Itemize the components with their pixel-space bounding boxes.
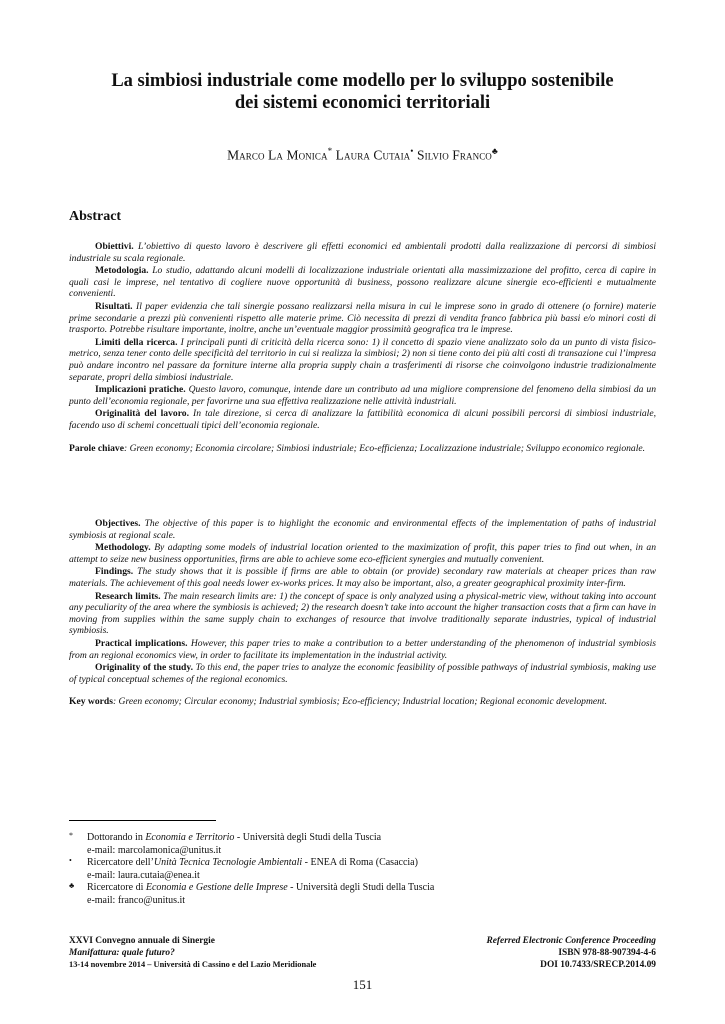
- section-text: The main research limits are: 1) the concept of space is only analyzed using a physical-metric view, without taking into account any peculiarity of the area where the symbiosis is achieved; 2) the research doesn’t take into account the higher transaction costs that a firm can have in moving from supplies within the same supply chain to exchanges of resource that involve traditionally separate industries, typical of industrial symbiosis.: [69, 590, 656, 637]
- footnote-text: Ricercatore dell’: [87, 857, 154, 868]
- footnote-email: e-mail: franco@unitus.it: [87, 894, 186, 906]
- footnote: [69, 857, 656, 882]
- section-label: Originalità del lavoro.: [95, 408, 189, 420]
- footnote-text: Dottorando in: [87, 832, 146, 843]
- title-line-2: dei sistemi economici territoriali: [234, 93, 491, 113]
- section-label: Limiti della ricerca.: [95, 336, 178, 348]
- abstract-paragraph: [69, 301, 656, 336]
- keywords-label: Parole chiave: [69, 442, 124, 454]
- author-mark: *: [327, 146, 333, 156]
- footer-left: [69, 935, 316, 971]
- section-label: Objectives.: [95, 518, 141, 529]
- abstract-paragraph: [69, 337, 656, 383]
- abstract-paragraph: [69, 542, 656, 565]
- abstract-paragraph: [69, 591, 656, 637]
- footnote-text: - ENEA di Roma (Casaccia): [302, 857, 418, 868]
- section-label: Research limits.: [95, 590, 161, 602]
- footnote-mark: ♣: [69, 881, 75, 890]
- footnote: [69, 882, 656, 907]
- conference-theme: Manifattura: quale futuro?: [69, 948, 175, 958]
- footnote-text: Ricercatore di: [87, 882, 146, 893]
- footnote-text: - Università degli Studi della Tuscia: [234, 832, 382, 843]
- section-label: Findings.: [95, 566, 134, 578]
- footnote-email: e-mail: marcolamonica@unitus.it: [87, 844, 222, 856]
- abstract-english: [69, 518, 656, 709]
- conference-name: XXVI Convegno annuale di Sinergie: [69, 936, 215, 946]
- page-number: 151: [352, 977, 373, 992]
- section-label: Metodologia.: [95, 265, 149, 277]
- footnote-emphasis: Economia e Gestione delle Imprese: [145, 882, 288, 893]
- footer-right: [487, 935, 657, 971]
- section-text: In tale direzione, si cerca di analizzare la fattibilità economica di alcuni possibili percorsi di simbiosi industriale, facendo uso di schemi concettuali tipici dell’economia regionale.: [69, 408, 656, 431]
- footnote-emphasis: Unità Tecnica Tecnologie Ambientali: [153, 857, 303, 868]
- footnote-mark: *: [69, 831, 73, 840]
- keywords-text: : Green economy; Circular economy; Industrial symbiosis; Eco-efficiency; Industrial location; Regional economic development.: [112, 696, 607, 708]
- abstract-paragraph: [69, 638, 656, 661]
- section-label: Risultati.: [95, 300, 133, 312]
- author-mark: •: [410, 146, 414, 156]
- author-mark: ♣: [491, 146, 498, 156]
- author-name: Silvio Franco: [417, 147, 492, 163]
- footnote: [69, 832, 656, 857]
- section-text: By adapting some models of industrial location oriented to the maximization of profit, this paper tries to find out when, in an attempt to seize new business opportunities, firms are able to achieve some eco-efficient synergies and mutually convenient.: [69, 542, 656, 565]
- author-name: Laura Cutaia: [335, 147, 411, 163]
- isbn: ISBN 978-88-907394-4-6: [558, 948, 656, 958]
- proceeding-label: Referred Electronic Conference Proceeding: [486, 936, 656, 946]
- doi: DOI 10.7433/SRECP.2014.09: [540, 960, 656, 970]
- abstract-paragraph: [69, 518, 656, 541]
- footnote-emphasis: Economia e Territorio: [145, 832, 235, 843]
- section-label: Originality of the study.: [95, 662, 194, 674]
- footnote-email: e-mail: laura.cutaia@enea.it: [87, 869, 200, 881]
- section-label: Obiettivi.: [95, 241, 134, 252]
- author-list: [60, 146, 665, 164]
- section-text: Questo lavoro, comunque, intende dare un contributo ad una migliore comprensione del fenomeno della simbiosi da un punto dell’economia regionale, per favorirne una sua effettiva realizzazione nelle attività industriali.: [69, 384, 657, 407]
- section-text: The study shows that it is possible if firms are able to obtain (or provide) secondary raw materials at cheaper prices than raw materials. The achievement of this goal needs lower ex-works prices. It may also be important, also, a greater geographical proximity inter-firm.: [69, 566, 656, 589]
- abstract-paragraph: [69, 662, 656, 685]
- keywords-italian: [69, 443, 656, 455]
- abstract-paragraph: [69, 241, 656, 264]
- section-label: Implicazioni pratiche.: [95, 384, 186, 396]
- title-line-1: La simbiosi industriale come modello per lo sviluppo sostenibile: [111, 71, 614, 91]
- footnote-mark: •: [69, 856, 72, 865]
- section-text: L’obiettivo di questo lavoro è descrivere gli effetti economici ed ambientali prodotti dalla realizzazione di percorsi di simbiosi industriale su scala regionale.: [69, 241, 656, 264]
- abstract-paragraph: [69, 265, 656, 300]
- abstract-paragraph: [69, 408, 656, 431]
- paper-title: [60, 70, 665, 114]
- footnote-text: - Università degli Studi della Tuscia: [287, 882, 435, 893]
- section-label: Methodology.: [95, 542, 151, 554]
- section-text: The objective of this paper is to highlight the economic and environmental effects of the implementation of paths of industrial symbiosis at regional scale.: [69, 518, 656, 541]
- abstract-paragraph: [69, 384, 656, 407]
- author-name: Marco La Monica: [227, 147, 328, 163]
- keywords-text: : Green economy; Economia circolare; Simbiosi industriale; Eco-efficienza; Localizzazione industriale; Sviluppo economico regionale.: [123, 442, 646, 454]
- keywords-english: [69, 696, 656, 708]
- abstract-paragraph: [69, 566, 656, 589]
- section-text: Il paper evidenzia che tali sinergie possano realizzarsi nella misura in cui le imprese sono in grado di ottenere (o fornire) materie prime secondarie a prezzi più convenienti rispetto alle materie prime. Ciò necessita di prezzi di vendita franco fabbrica più bassi e/o minori costi di trasporto. Potrebbe risultare importante, inoltre, anche un’eventuale maggior prossimità geografica tra le imprese.: [69, 300, 656, 336]
- section-text: However, this paper tries to make a contribution to a better understanding of the phenomenon of industrial symbiosis from an regional economics view, in order to facilitate its implementation in the industrial activity.: [69, 637, 656, 661]
- section-text: Lo studio, adattando alcuni modelli di localizzazione industriale orientati alla massimizzazione del profitto, cerca di capire in quali casi le imprese, nel tentativo di cogliere nuove opportunità di business, possono realizzare alcune sinergie eco-efficienti e mutualmente convenienti.: [69, 265, 656, 300]
- keywords-label: Key words: [69, 696, 113, 708]
- section-text: I principali punti di criticità della ricerca sono: 1) il concetto di spazio viene analizzato solo da un punto di vista fisico-metrico, senza tener conto delle specificità del territorio in cui si realizza la simbiosi; 2) non si tiene conto dei più alti costi di transazione cui l’impresa può andare incontro nel passare da forniture interne alla propria supply chain a trasferimenti di risorse che coinvolgono industrie tradizionalmente separate, propri della simbiosi industriale.: [69, 336, 656, 383]
- abstract-heading: Abstract: [69, 209, 122, 224]
- conference-dates: 13-14 novembre 2014 – Università di Cassino e del Lazio Meridionale: [69, 960, 317, 969]
- section-label: Practical implications.: [95, 637, 188, 649]
- abstract-italian: [69, 241, 656, 455]
- section-text: To this end, the paper tries to analyze the economic feasibility of possible pathways of industrial symbiosis, making use of typical conceptual schemes of the regional economics.: [69, 662, 656, 685]
- footnote-divider: [69, 820, 216, 821]
